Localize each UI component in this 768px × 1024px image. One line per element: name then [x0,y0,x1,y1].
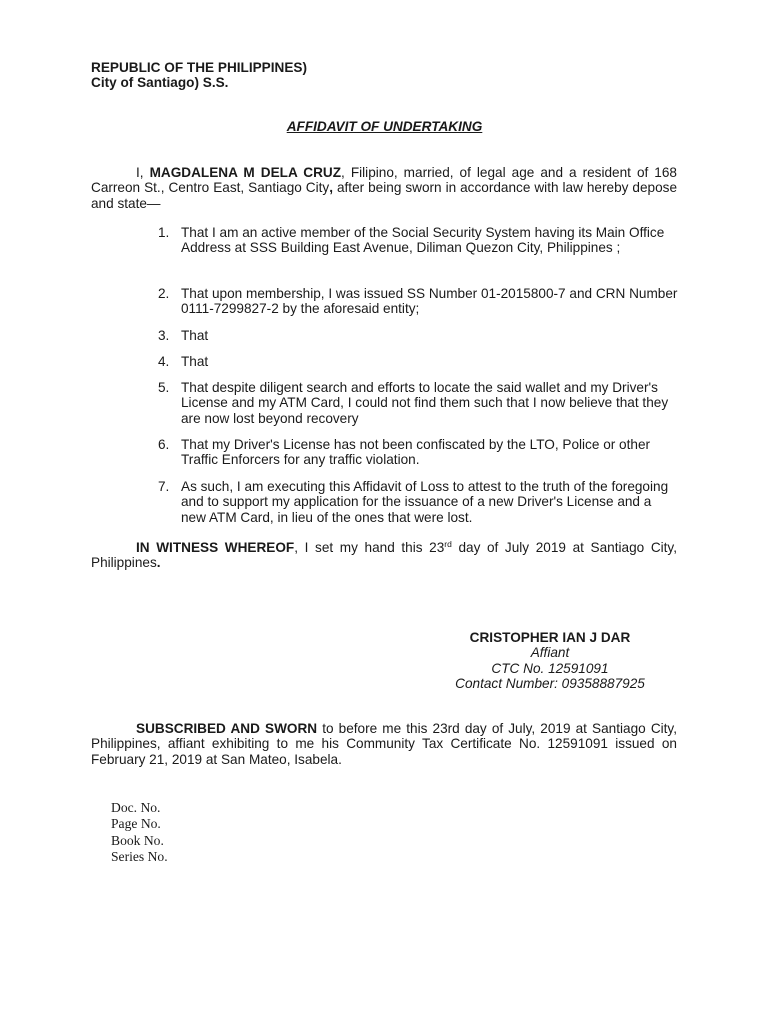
book-no-label: Book No. [111,832,164,848]
intro-comma: , [329,180,333,196]
list-item-number: 1. [158,225,170,240]
affiant-name-inline: MAGDALENA M DELA CRUZ [149,165,342,180]
witness-text-end: day of July 2019 at Santiago City, Philippines [91,540,677,571]
document-title-text: AFFIDAVIT OF UNDERTAKING [286,119,483,134]
intro-rest: after being sworn in accordance with law hereby depose and state— [91,180,677,211]
header-city: City of Santiago) S.S. [91,75,229,90]
list-item-text: As such, I am executing this Affidavit of Loss to attest to the truth of the foregoing and to support my application for the issuance of a new Driver's License and a new ATM Card, in lieu of the ones that were lost. [181,479,669,525]
list-item [158,437,678,468]
list-item [158,225,678,256]
list-item-number: 2. [158,286,170,301]
list-item [158,328,678,343]
list-item-number: 3. [158,328,170,343]
list-item-text: That I am an active member of the Social Security System having its Main Office Address at SSS Building East Avenue, Diliman Quezon City, Philippines ; [181,225,665,256]
list-item-text: That upon membership, I was issued SS Number 01-2015800-7 and CRN Number 0111-7299827-2 by the aforesaid entity; [181,286,678,317]
list-item-number: 5. [158,380,170,395]
jurat-text: to before me this 23rd day of July, 2019 at Santiago City, Philippines, affiant exhibiting to me his Community Tax Certificate No. 12591091 issued on February 21, 2019 at San Mateo, Isabela. [91,721,677,767]
list-item [158,380,678,426]
jurat-heading: SUBSCRIBED AND SWORN [136,721,318,736]
list-item [158,286,678,317]
page-no-label: Page No. [111,816,161,832]
witness-heading: IN WITNESS WHEREOF [136,540,295,555]
intro-paragraph [91,165,677,211]
intro-prefix: I, [136,165,150,180]
witness-text-start: , I set my hand this 23 [294,540,445,555]
series-no-label: Series No. [111,848,168,864]
list-item-text: That [181,328,209,343]
list-item-text: That my Driver's License has not been confiscated by the LTO, Police or other Traffic Enforcers for any traffic violation. [181,437,651,468]
header-republic: REPUBLIC OF THE PHILIPPINES) [91,60,308,75]
affiant-name: CRISTOPHER IAN J DAR [469,630,631,645]
intro-residence: , Filipino, married, of legal age and a resident of 168 Carreon St., Centro East, Santiago City [91,165,677,196]
list-item-text: That [181,354,209,369]
list-item-number: 6. [158,437,170,452]
affiant-contact: Contact Number: 09358887925 [455,676,645,692]
affiant-role: Affiant [530,645,570,661]
jurat-paragraph [91,721,677,767]
signature-block [400,630,700,692]
witness-paragraph [91,540,677,571]
list-item-number: 7. [158,479,170,494]
list-item [158,479,678,525]
witness-period: . [156,555,161,571]
list-item [158,354,678,369]
list-item-number: 4. [158,354,170,369]
doc-no-label: Doc. No. [111,800,161,815]
affiant-ctc: CTC No. 12591091 [491,660,609,676]
notarial-register [111,800,168,865]
document-title [0,119,768,134]
witness-ordinal-suffix: rd [444,539,452,549]
list-item-text: That despite diligent search and efforts to locate the said wallet and my Driver's License and my ATM Card, I could not find them such that I now believe that they are now lost beyond recovery [181,380,669,426]
